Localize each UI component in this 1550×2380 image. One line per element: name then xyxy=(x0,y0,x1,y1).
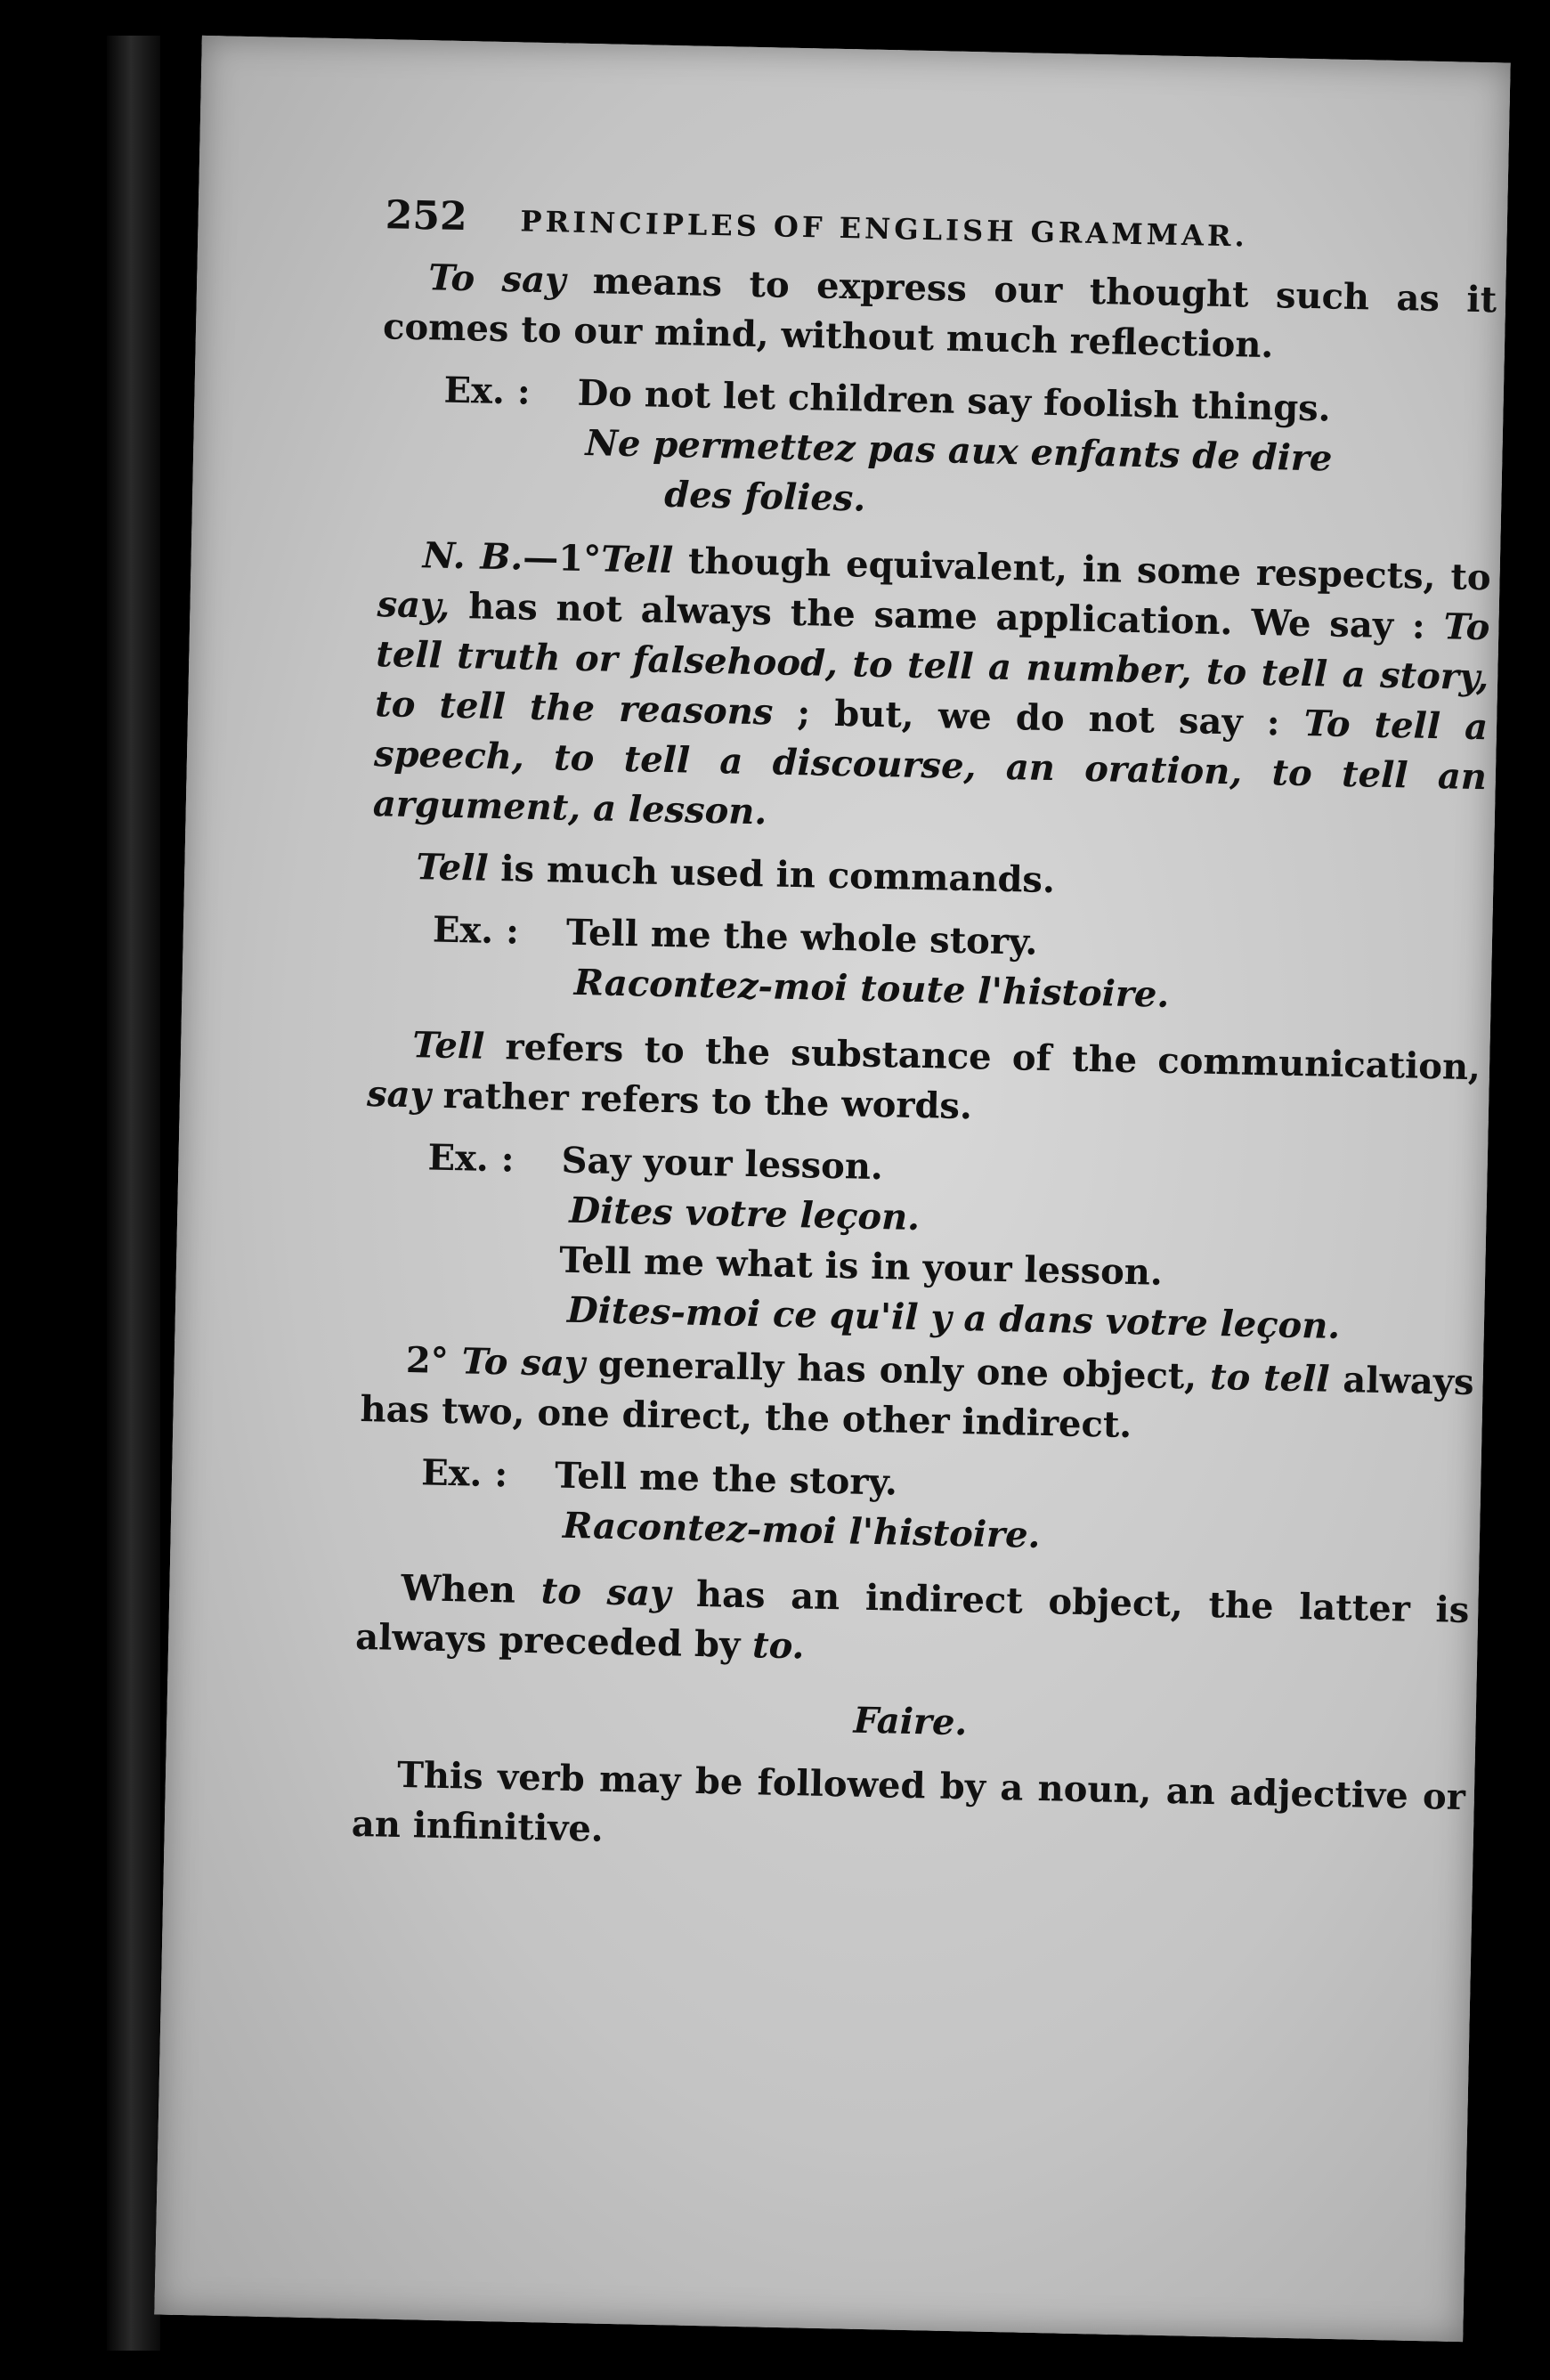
example-block xyxy=(362,1132,1479,1354)
paragraph-text: is much used in commands. xyxy=(487,847,1056,902)
paragraph-text: though equivalent, in some respects, to xyxy=(672,540,1492,599)
example-french: Dites-moi ce qu'il y a dans votre leçon. xyxy=(566,1288,1341,1347)
example-english: Tell me what is in your lesson. xyxy=(558,1239,1164,1294)
example-french: Racontez-moi l'histoire. xyxy=(562,1504,1041,1556)
term-to-say: To say xyxy=(427,256,566,302)
example-english: Tell me the whole story. xyxy=(565,911,1039,963)
book-spine-shadow xyxy=(107,36,160,2351)
example-english: Do not let children say foolish things. xyxy=(577,371,1332,430)
paragraph-faire: This verb may be followed by a noun, an adjective or an infinitive. xyxy=(351,1753,1466,1850)
paragraph-to-say xyxy=(383,252,1497,375)
term-say: say xyxy=(366,1073,432,1117)
paragraph-text: has an indirect object, the latter is always preceded by xyxy=(354,1572,1470,1667)
example-label: Ex. : xyxy=(427,1136,515,1181)
example-french: Racontez-moi toute l'histoire. xyxy=(573,961,1170,1016)
example-label: Ex. : xyxy=(420,1451,508,1496)
term-to-say: to say xyxy=(540,1570,671,1615)
paragraph-objects xyxy=(360,1335,1474,1458)
term-to: to. xyxy=(751,1624,806,1668)
page-content xyxy=(351,191,1498,1872)
example-french-continued: des folies. xyxy=(663,473,866,520)
paragraph-text: generally has only one object, xyxy=(584,1343,1211,1398)
example-label: Ex. : xyxy=(443,369,532,413)
note-number: 2° xyxy=(405,1339,450,1383)
example-english: Tell me the story. xyxy=(554,1454,898,1504)
example-block xyxy=(379,364,1495,537)
example-block xyxy=(369,904,1483,1027)
term-tell: Tell xyxy=(411,1024,485,1068)
paragraph-text: always has two, one direct, the other indirect. xyxy=(360,1358,1475,1447)
note-number: —1° xyxy=(522,536,602,581)
term-tell: Tell xyxy=(415,846,489,889)
term-say: say, xyxy=(377,583,450,627)
example-label: Ex. : xyxy=(432,908,520,953)
paragraph-text: has not always the same application. We say : xyxy=(449,584,1445,648)
example-block xyxy=(357,1447,1472,1570)
italic-examples: To tell truth or falsehood, to tell a number, to tell a story, to tell the reasons xyxy=(374,605,1490,734)
paragraph-text: rather refers to the words. xyxy=(430,1074,973,1128)
term-to-say: To say xyxy=(461,1340,586,1385)
example-french: Dites votre leçon. xyxy=(568,1189,921,1239)
example-english: Say your lesson. xyxy=(561,1139,884,1189)
paragraph-text: ; but, we do not say : xyxy=(772,691,1305,744)
note-head: N. B. xyxy=(422,534,523,579)
paragraph-text: When xyxy=(401,1566,542,1612)
paragraph-text: means to express our thought such as it comes to our mind, without much reflection. xyxy=(382,259,1497,367)
note-paragraph xyxy=(372,530,1491,852)
term-tell: Tell xyxy=(600,538,674,582)
page-number: 252 xyxy=(385,192,468,240)
example-french: Ne permettez pas aux enfants de dire xyxy=(584,422,1333,480)
running-title: PRINCIPLES OF ENGLISH GRAMMAR. xyxy=(520,204,1249,254)
section-heading: Faire. xyxy=(853,1699,968,1744)
italic-examples: To tell a speech, to tell a discourse, an oration, to tell an argument, a lesson. xyxy=(372,702,1489,833)
book-page xyxy=(154,36,1510,2342)
term-to-tell: to tell xyxy=(1209,1355,1330,1401)
paragraph-text: refers to the substance of the communication, xyxy=(483,1025,1481,1089)
